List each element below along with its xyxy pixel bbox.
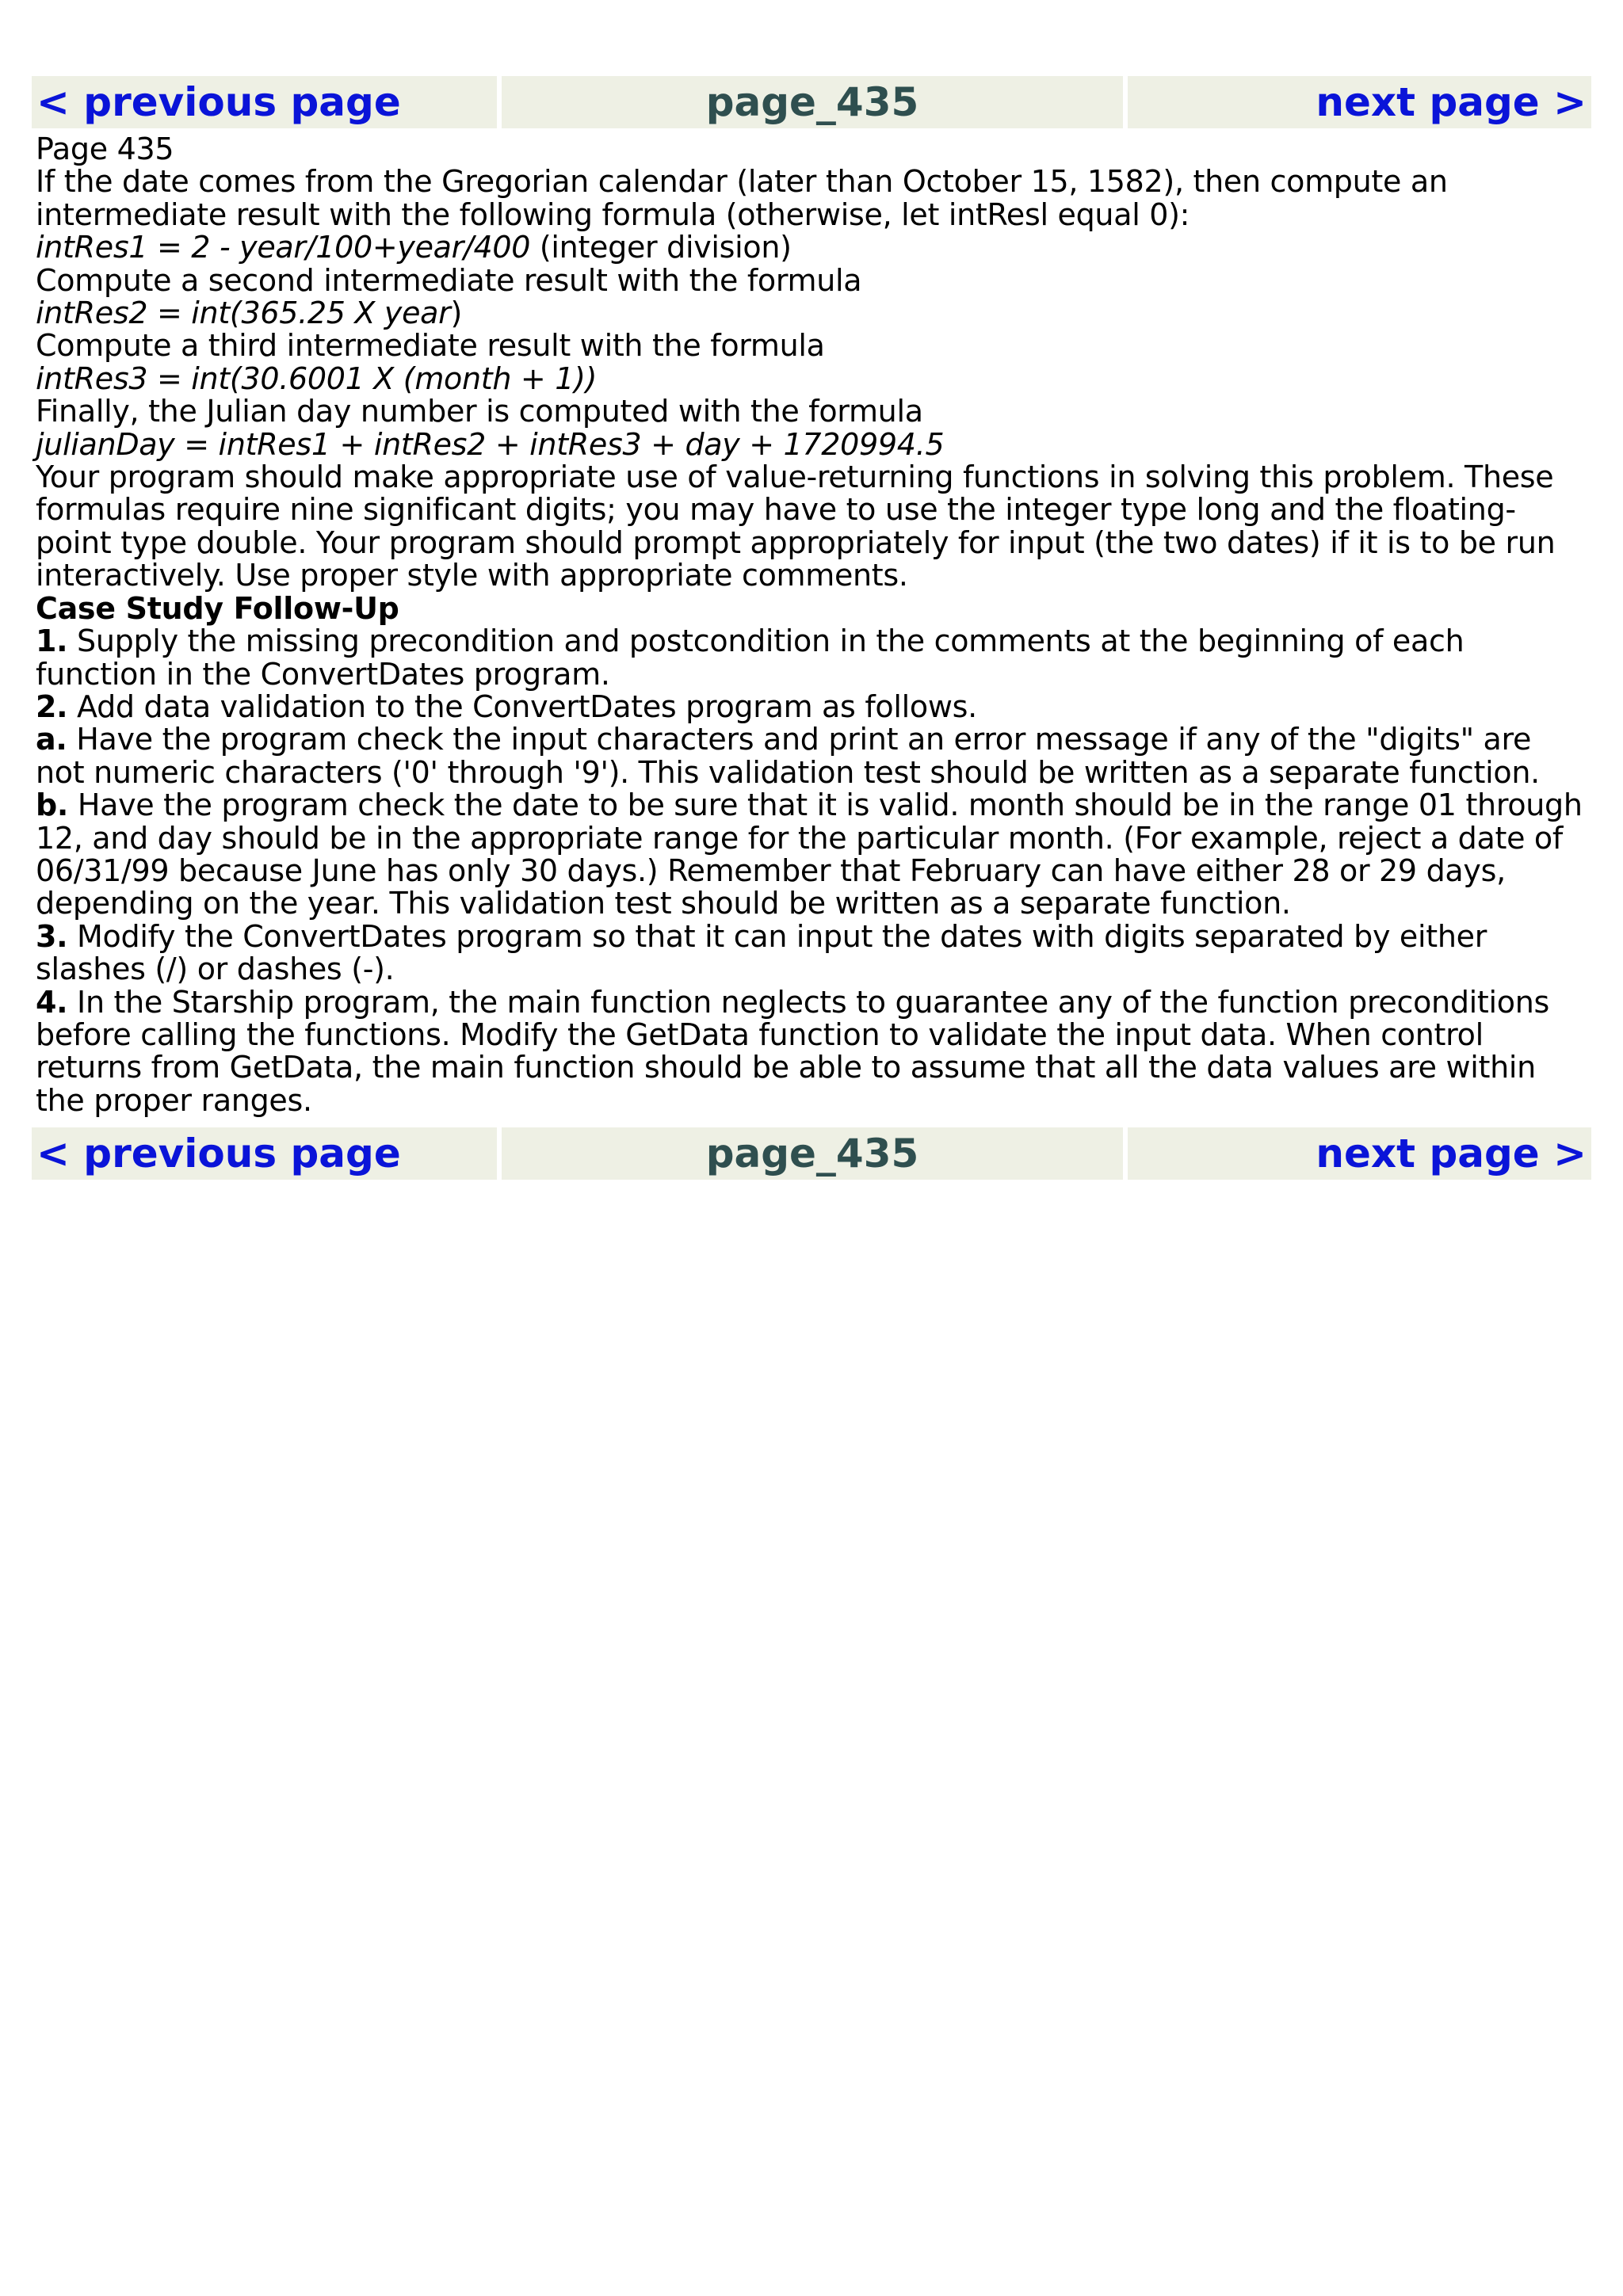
formula-2-line: [36, 297, 1589, 330]
item-1-label: 1.: [36, 624, 68, 659]
formula-4: julianDay = intRes1 + intRes2 + intRes3 + day + 1720994.5: [36, 426, 945, 462]
item-3-label: 3.: [36, 918, 68, 954]
item-2-label: 2.: [36, 688, 68, 724]
formula-1-note: (integer division): [530, 230, 792, 265]
previous-page-link[interactable]: < previous page: [36, 79, 401, 125]
page-content: [36, 133, 1589, 1117]
page-label: page_435: [502, 76, 1123, 128]
formula-2: intRes2 = int(365.25 X year: [36, 296, 451, 331]
next-page-cell-bottom: [1128, 1127, 1591, 1180]
next-page-cell: [1128, 76, 1591, 128]
formula-1-line: [36, 231, 1589, 264]
top-navigation-bar: [32, 76, 1591, 128]
intro-paragraph: If the date comes from the Gregorian calendar (later than October 15, 1582), then compute an intermediate result with the following formula (otherwise, let intResl equal 0):: [36, 164, 1448, 232]
bottom-navigation-bar: [32, 1127, 1591, 1180]
second-result-intro: Compute a second intermediate result with the formula: [36, 262, 862, 298]
item-2a: [36, 723, 1589, 789]
formula-3: intRes3 = int(30.6001 X (month + 1)): [36, 360, 598, 396]
final-formula-intro: Finally, the Julian day number is computed with the formula: [36, 394, 923, 429]
page-number: Page 435: [36, 132, 174, 166]
item-1: [36, 625, 1589, 691]
item-2b-text: Have the program check the date to be sure that it is valid. month should be in the range 01 through 12, and day should be in the appropriate range for the particular month. (For example, reject a date of 06/31/99 because June has only 30 days.) Remember that February can have either 28 or 29 days, depending on the year. This validation test should be written as a separate function.: [36, 788, 1583, 921]
previous-page-link-bottom[interactable]: < previous page: [36, 1131, 401, 1177]
item-2a-label: a.: [36, 722, 67, 757]
item-2b: [36, 789, 1589, 921]
third-result-intro: Compute a third intermediate result with the formula: [36, 328, 825, 364]
item-2-text: Add data validation to the ConvertDates program as follows.: [67, 688, 977, 724]
next-page-link-bottom[interactable]: next page >: [1316, 1131, 1587, 1177]
item-4-label: 4.: [36, 984, 68, 1020]
item-2a-text: Have the program check the input characters and print an error message if any of the "digits" are not numeric characters ('0' through '9'). This validation test should be written as a separate function.: [36, 722, 1540, 790]
program-note: Your program should make appropriate use of value-returning functions in solving this problem. These formulas require nine significant digits; you may have to use the integer type long and the floating-point type double. Your program should prompt appropriately for input (the two dates) if it is to be run interactively. Use proper style with appropriate comments.: [36, 460, 1556, 593]
formula-1: intRes1 = 2 - year/100+year/400: [36, 230, 531, 265]
formula-2-close: ): [450, 296, 463, 331]
item-4: [36, 986, 1589, 1118]
previous-page-cell: [32, 76, 497, 128]
item-2: [36, 688, 1589, 724]
previous-page-cell-bottom: [32, 1127, 497, 1180]
item-3: [36, 918, 1589, 987]
item-4-text: In the Starship program, the main function neglects to guarantee any of the function preconditions before calling the functions. Modify the GetData function to validate the input data. When control returns from GetData, the main function should be able to assume that all the data values are within the proper ranges.: [36, 984, 1549, 1118]
item-2b-label: b.: [36, 788, 69, 823]
next-page-link[interactable]: next page >: [1316, 79, 1587, 125]
item-1-text: Supply the missing precondition and postcondition in the comments at the beginning of each function in the ConvertDates program.: [36, 624, 1465, 692]
item-3-text: Modify the ConvertDates program so that it can input the dates with digits separated by either slashes (/) or dashes (-).: [36, 918, 1487, 987]
case-study-heading: Case Study Follow-Up: [36, 590, 399, 626]
page-label-bottom: page_435: [502, 1127, 1123, 1180]
